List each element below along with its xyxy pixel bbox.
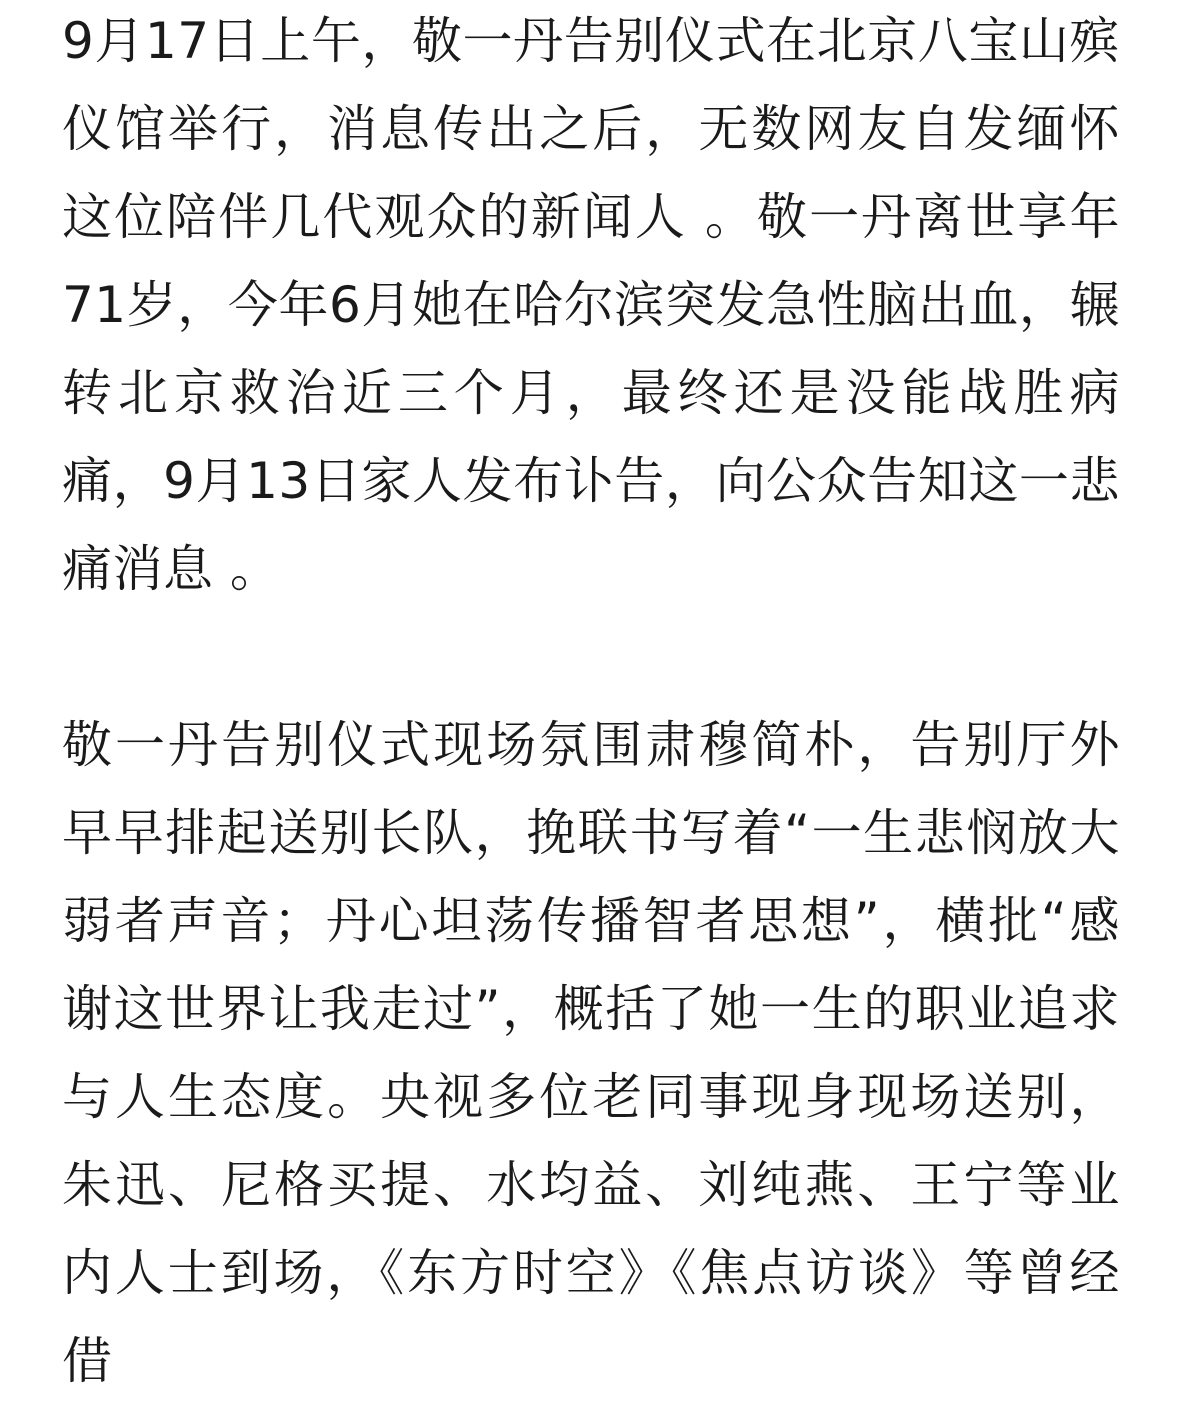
article-paragraph-2: 敬一丹告别仪式现场氛围肃穆简朴，告别厅外早早排起送别长队，挽联书写着“一生悲悯放大弱者声音；丹心坦荡传播智者思想”，横批“感谢这世界让我走过”，概括了她一生的职业追求与人生态度。央视多位老同事现身现场送别，朱迅、尼格买提、水均益、刘纯燕、王宁等业内人士到场，《东方时空》《焦点访谈》等曾经借	[62, 716, 1120, 1390]
article-paragraph-1: 9月17日上午，敬一丹告别仪式在北京八宝山殡仪馆举行，消息传出之后，无数网友自发缅怀这位陪伴几代观众的新闻人 。敬一丹离世享年71岁，今年6月她在哈尔滨突发急性脑出血，辗转北京救治近三个月，最终还是没能战胜病痛，9月13日家人发布讣告，向公众告知这一悲痛消息 。	[62, 12, 1120, 598]
article-body	[62, 0, 1120, 1405]
